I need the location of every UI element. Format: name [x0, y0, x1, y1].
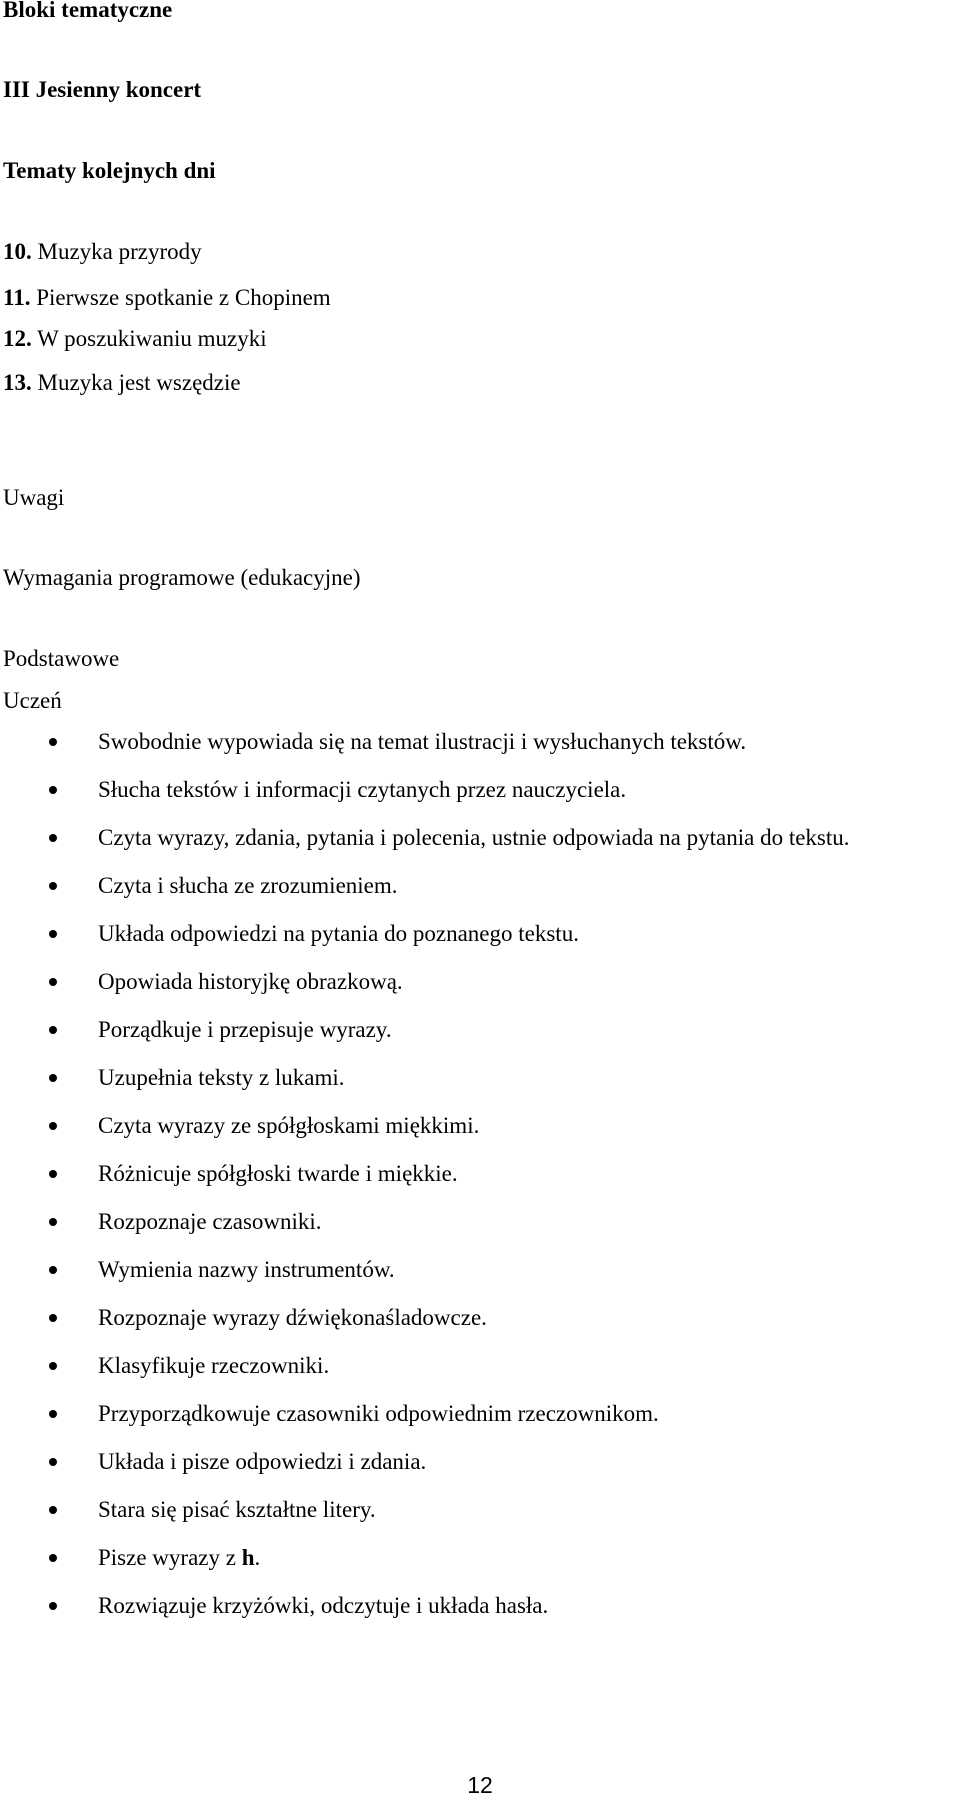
level-heading: Podstawowe: [3, 646, 120, 671]
list-item: Słucha tekstów i informacji czytanych przez nauczyciela.: [0, 775, 960, 805]
list-item: Opowiada historyjkę obrazkową.: [0, 967, 960, 997]
list-item: Czyta wyrazy, zdania, pytania i polecenia, ustnie odpowiada na pytania do tekstu.: [0, 823, 960, 853]
bullet-icon: [49, 930, 57, 938]
list-item: Wymienia nazwy instrumentów.: [0, 1255, 960, 1285]
bullet-icon: [49, 834, 57, 842]
days-heading: Tematy kolejnych dni: [3, 158, 216, 183]
day-text: Pierwsze spotkanie z Chopinem: [36, 285, 331, 310]
list-item: Rozwiązuje krzyżówki, odczytuje i układa hasła.: [0, 1591, 960, 1621]
bullet-icon: [49, 1458, 57, 1466]
day-text: W poszukiwaniu muzyki: [37, 326, 267, 351]
bullet-icon: [49, 1170, 57, 1178]
list-item: Klasyfikuje rzeczowniki.: [0, 1351, 960, 1381]
bullet-icon: [49, 882, 57, 890]
list-item: Swobodnie wypowiada się na temat ilustracji i wysłuchanych tekstów.: [0, 727, 960, 757]
bullet-icon: [49, 1026, 57, 1034]
bullet-icon: [49, 1602, 57, 1610]
bullet-icon: [49, 1266, 57, 1274]
day-item: [3, 284, 331, 312]
list-item: Porządkuje i przepisuje wyrazy.: [0, 1015, 960, 1045]
page-number: 12: [467, 1772, 493, 1798]
bullet-icon: [49, 1074, 57, 1082]
day-item: [3, 369, 241, 397]
list-item: Stara się pisać kształtne litery.: [0, 1495, 960, 1525]
section-title: Bloki tematyczne: [3, 0, 173, 22]
notes-heading: Uwagi: [3, 485, 65, 510]
list-item: Pisze wyrazy z h.: [0, 1543, 960, 1573]
day-number: 10.: [3, 239, 32, 264]
list-item: Uzupełnia teksty z lukami.: [0, 1063, 960, 1093]
day-item: [3, 238, 202, 266]
list-item: Czyta wyrazy ze spółgłoskami miękkimi.: [0, 1111, 960, 1141]
list-item: Układa i pisze odpowiedzi i zdania.: [0, 1447, 960, 1477]
bullet-icon: [49, 1218, 57, 1226]
bold-letter: h: [241, 1545, 255, 1570]
bullet-icon: [49, 1314, 57, 1322]
day-number: 13.: [3, 370, 32, 395]
bullet-icon: [49, 1554, 57, 1562]
day-text: Muzyka jest wszędzie: [37, 370, 241, 395]
bullet-icon: [49, 1506, 57, 1514]
bullet-icon: [49, 738, 57, 746]
bullet-icon: [49, 978, 57, 986]
bullet-icon: [49, 1410, 57, 1418]
day-number: 12.: [3, 326, 32, 351]
day-item: [3, 325, 267, 353]
list-item: Czyta i słucha ze zrozumieniem.: [0, 871, 960, 901]
list-item: Różnicuje spółgłoski twarde i miękkie.: [0, 1159, 960, 1189]
list-item: Przyporządkowuje czasowniki odpowiednim rzeczownikom.: [0, 1399, 960, 1429]
bullet-icon: [49, 786, 57, 794]
subject-label: Uczeń: [3, 688, 62, 713]
list-item: Rozpoznaje czasowniki.: [0, 1207, 960, 1237]
block-title: III Jesienny koncert: [3, 77, 202, 102]
requirements-heading: Wymagania programowe (edukacyjne): [3, 565, 361, 590]
list-item: Układa odpowiedzi na pytania do poznanego tekstu.: [0, 919, 960, 949]
bullet-icon: [49, 1362, 57, 1370]
list-item: Rozpoznaje wyrazy dźwiękonaśladowcze.: [0, 1303, 960, 1333]
day-number: 11.: [3, 285, 31, 310]
bullet-icon: [49, 1122, 57, 1130]
day-text: Muzyka przyrody: [37, 239, 202, 264]
